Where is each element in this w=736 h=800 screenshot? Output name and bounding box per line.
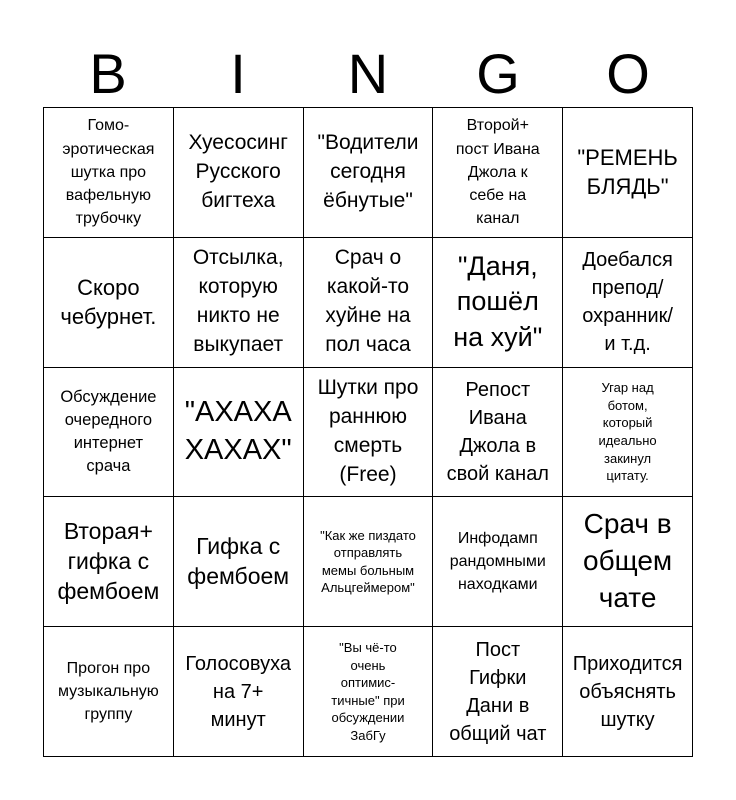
bingo-cell[interactable] [174, 368, 304, 498]
header-letter-o: O [606, 42, 650, 105]
cell-text: Доебался препод/ охранник/ и т.д. [582, 249, 673, 356]
bingo-cell[interactable] [304, 497, 434, 627]
cell-text: "АХАХА ХАХАХ" [184, 396, 292, 466]
bingo-cell[interactable] [174, 627, 304, 757]
bingo-cell[interactable] [304, 238, 434, 368]
bingo-cell[interactable] [174, 497, 304, 627]
cell-text: Вторая+ гифка с фембоем [57, 517, 160, 604]
header-letter-b: B [89, 42, 127, 105]
bingo-cell[interactable] [563, 238, 693, 368]
cell-text: Прогон про музыкальную группу [58, 659, 159, 724]
cell-text: Второй+ пост Ивана Джола к себе на канал [455, 117, 540, 228]
cell-text: Гифка с фембоем [187, 532, 290, 589]
cell-text: Срач о какой-то хуйне на пол часа [325, 246, 411, 357]
bingo-cell[interactable] [433, 627, 563, 757]
cell-text: Срач в общем чате [583, 508, 673, 614]
bingo-cell[interactable] [304, 368, 434, 498]
header-letter-n: N [347, 42, 389, 105]
bingo-cell[interactable] [433, 368, 563, 498]
cell-text: Приходится объяснять шутку [572, 652, 683, 731]
header-letter-g: G [476, 42, 520, 105]
bingo-cell[interactable] [563, 627, 693, 757]
cell-text: Угар над ботом, который идеально закинул цитату. [598, 380, 657, 484]
cell-text: Обсуждение очередного интернет срача [60, 387, 157, 476]
cell-text: Репост Ивана Джола в свой канал [446, 378, 549, 485]
bingo-cell[interactable] [563, 368, 693, 498]
cell-text: Отсылка, которую никто не выкупает [192, 246, 284, 357]
cell-text: "Вы чё-то очень оптимис- тичные" при обсуждении ЗабГу [331, 639, 405, 743]
bingo-card-grid [43, 107, 693, 757]
bingo-cell[interactable] [44, 368, 174, 498]
bingo-cell[interactable] [44, 108, 174, 238]
cell-text: Голосовуха на 7+ минут [185, 652, 291, 731]
bingo-header [43, 40, 693, 108]
cell-text: Скоро чебурнет. [60, 274, 157, 330]
cell-text: Шутки про раннюю смерть (Free) [317, 376, 419, 486]
cell-text: "Как же пиздато отправлять мемы больным Альцгеймером" [320, 527, 416, 596]
bingo-cell[interactable] [174, 238, 304, 368]
cell-text: "РЕМЕНЬ БЛЯДЬ" [577, 144, 678, 200]
bingo-cell[interactable] [563, 108, 693, 238]
cell-text: Инфодамп рандомными находками [449, 530, 546, 594]
bingo-cell[interactable] [433, 238, 563, 368]
bingo-cell[interactable] [304, 108, 434, 238]
bingo-cell[interactable] [174, 108, 304, 238]
bingo-cell[interactable] [44, 238, 174, 368]
cell-text: Гомо- эротическая шутка про вафельную трубочку [62, 117, 155, 228]
bingo-cell[interactable] [44, 497, 174, 627]
bingo-cell[interactable] [433, 108, 563, 238]
bingo-cell[interactable] [44, 627, 174, 757]
cell-text: Хуесосинг Русского бигтеха [188, 130, 288, 212]
bingo-cell[interactable] [563, 497, 693, 627]
cell-text: "Даня, пошёл на хуй" [453, 250, 543, 352]
cell-text: Пост Гифки Дани в общий чат [449, 638, 547, 745]
bingo-cell[interactable] [304, 627, 434, 757]
cell-text: "Водители сегодня ёбнутые" [317, 130, 419, 212]
bingo-cell[interactable] [433, 497, 563, 627]
header-letter-i: I [230, 42, 246, 105]
